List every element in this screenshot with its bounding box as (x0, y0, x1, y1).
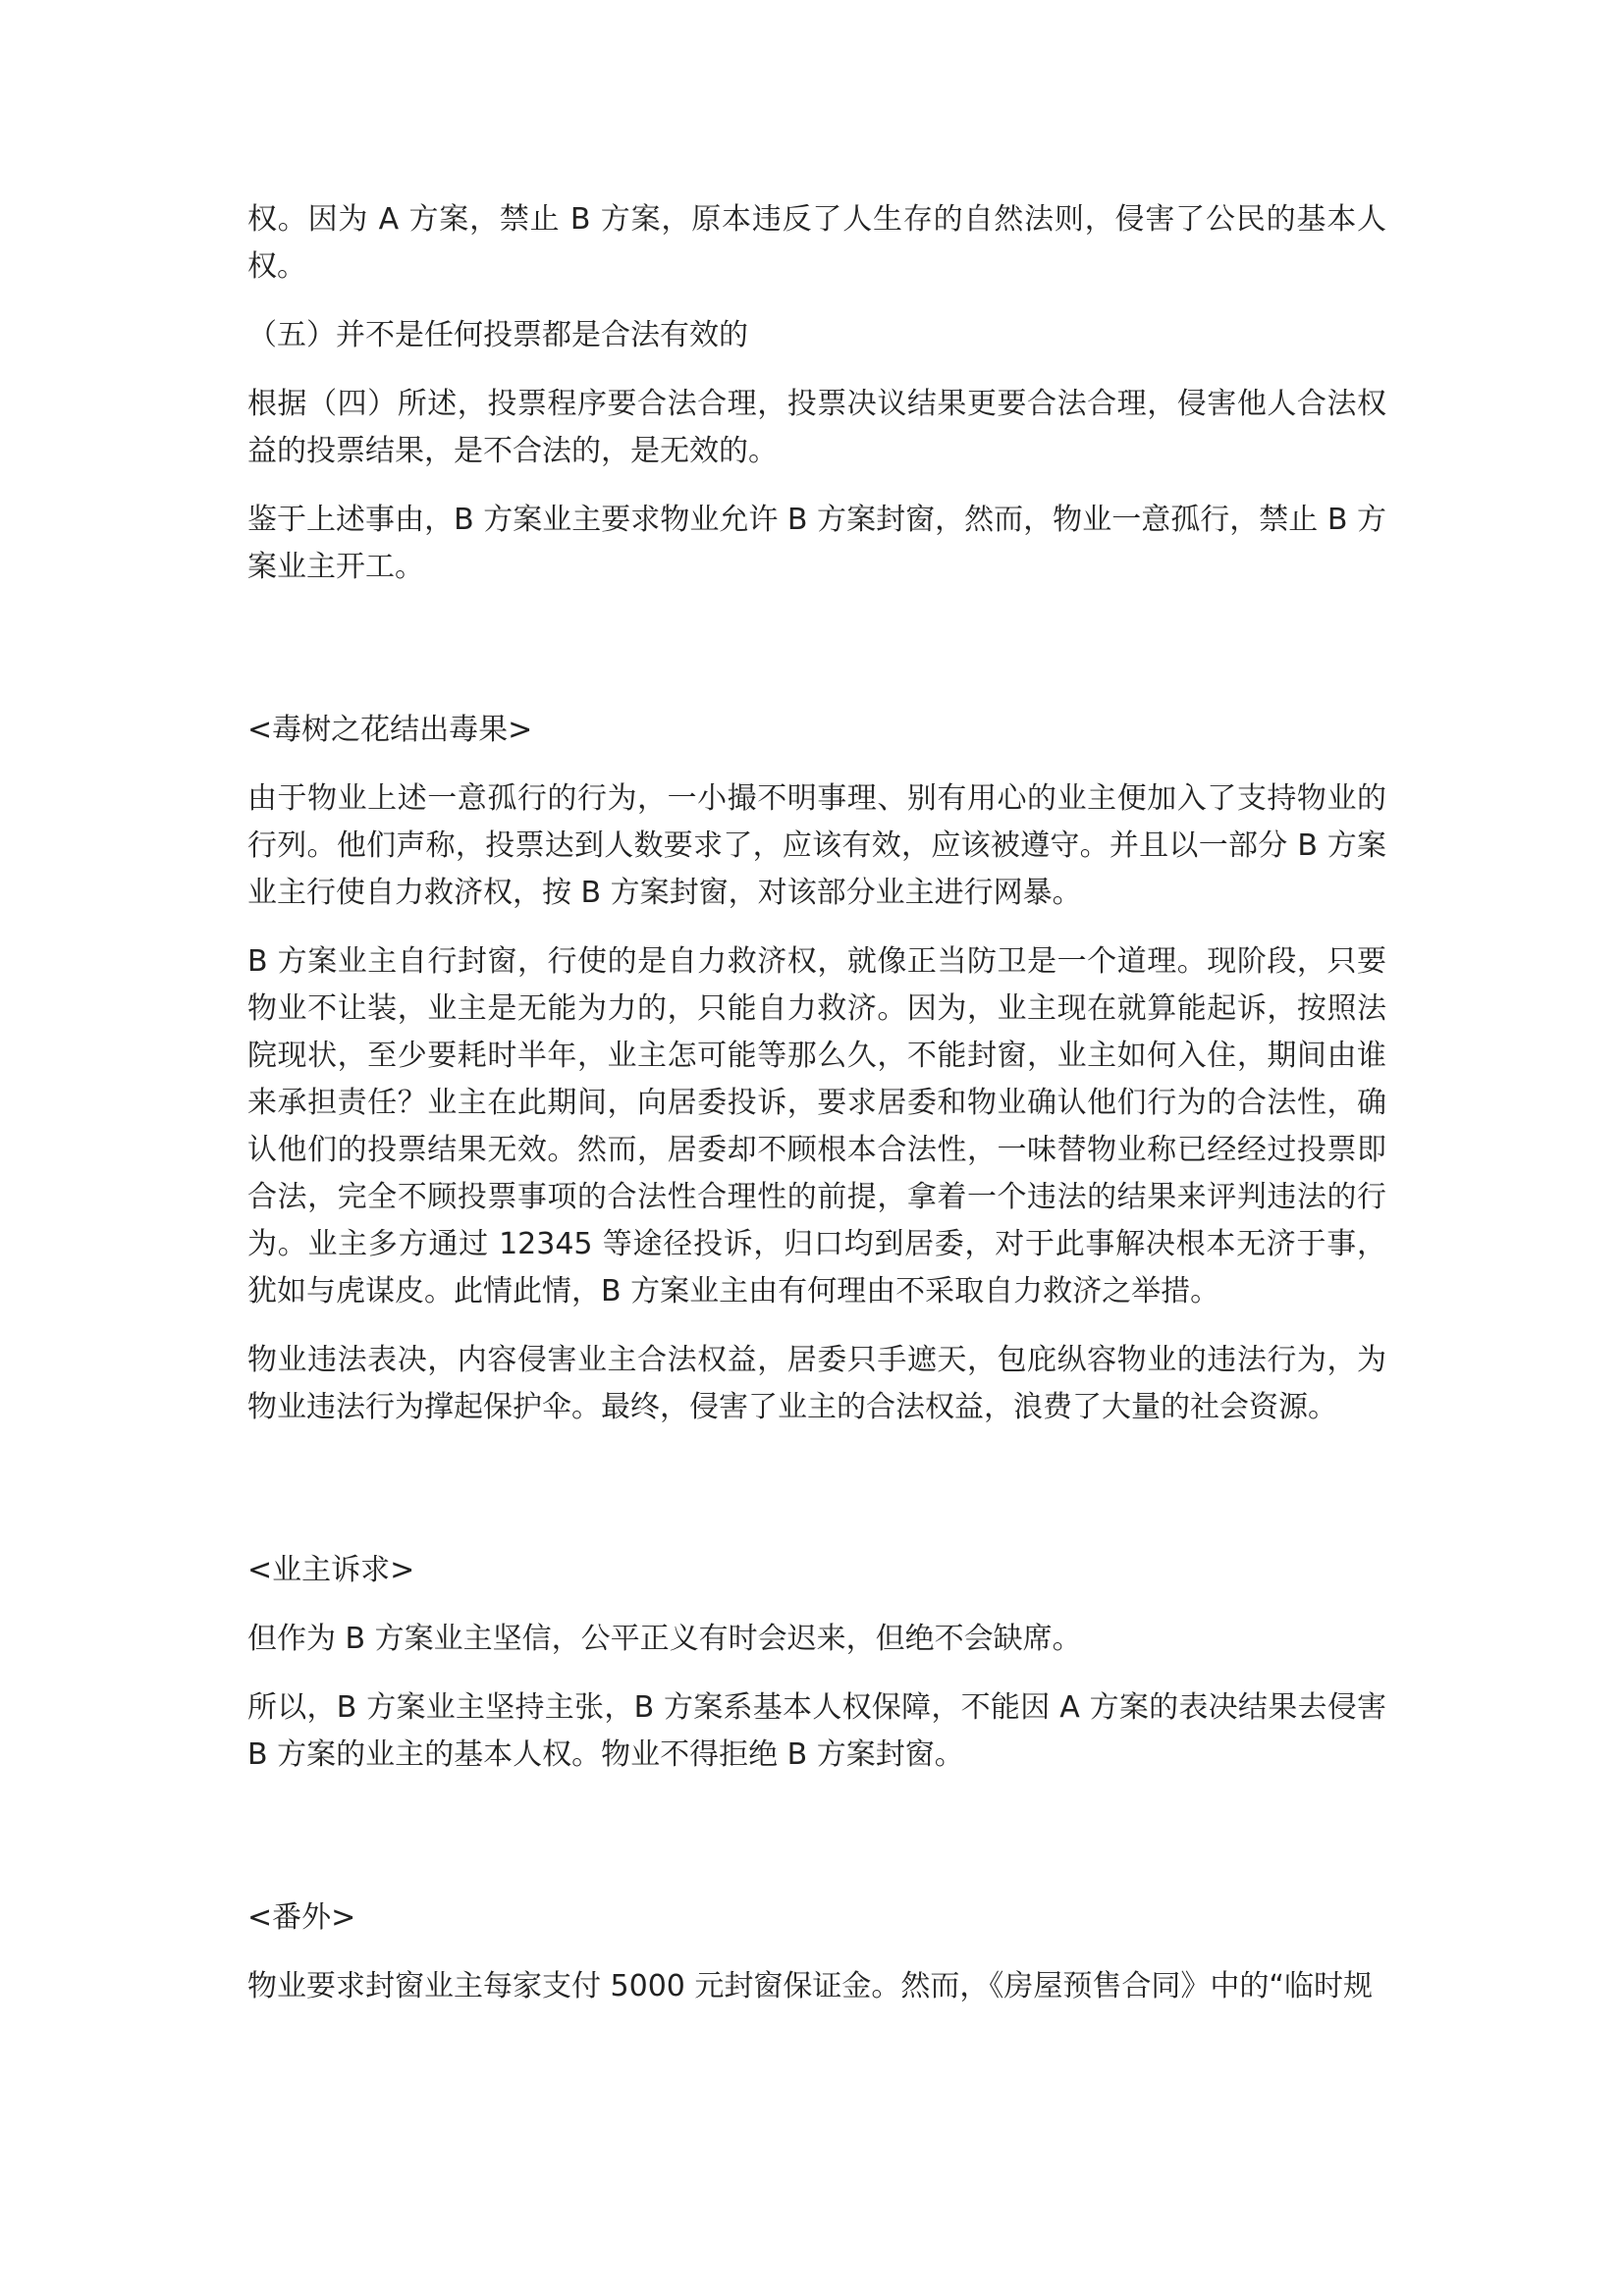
paragraph: 所以，B 方案业主坚持主张，B 方案系基本人权保障，不能因 A 方案的表决结果去侵害 B 方案的业主的基本人权。物业不得拒绝 B 方案封窗。 (247, 1690, 1386, 1772)
paragraph: 权。因为 A 方案，禁止 B 方案，原本违反了人生存的自然法则，侵害了公民的基本人权。 (247, 202, 1386, 284)
paragraph: B 方案业主自行封窗，行使的是自力救济权，就像正当防卫是一个道理。现阶段，只要物业不让装，业主是无能为力的，只能自力救济。因为，业主现在就算能起诉，按照法院现状，至少要耗时半年，业主怎可能等那么久，不能封窗，业主如何入住，期间由谁来承担责任？业主在此期间，向居委投诉，要求居委和物业确认他们行为的合法性，确认他们的投票结果无效。然而，居委却不顾根本合法性，一味替物业称已经经过投票即合法，完全不顾投票事项的合法性合理性的前提，拿着一个违法的结果来评判违法的行为。业主多方通过 12345 等途径投诉，归口均到居委，对于此事解决根本无济于事，犹如与虎谋皮。此情此情，B 方案业主由有何理由不采取自力救济之举措。 (247, 944, 1386, 1308)
paragraph: 物业违法表决，内容侵害业主合法权益，居委只手遮天，包庇纵容物业的违法行为，为物业违法行为撑起保护伞。最终，侵害了业主的合法权益，浪费了大量的社会资源。 (247, 1343, 1386, 1424)
section-title: <番外> (247, 1900, 356, 1935)
section-heading: （五）并不是任何投票都是合法有效的 (247, 318, 748, 352)
paragraph: 根据（四）所述，投票程序要合法合理，投票决议结果更要合法合理，侵害他人合法权益的投票结果，是不合法的，是无效的。 (247, 387, 1386, 468)
paragraph: 物业要求封窗业主每家支付 5000 元封窗保证金。然而，《房屋预售合同》中的“临时规 (247, 1969, 1373, 2003)
section-title: <业主诉求> (247, 1553, 415, 1587)
paragraph: 但作为 B 方案业主坚信，公平正义有时会迟来，但绝不会缺席。 (247, 1622, 1082, 1656)
paragraph: 鉴于上述事由，B 方案业主要求物业允许 B 方案封窗，然而，物业一意孤行，禁止 B 方案业主开工。 (247, 503, 1386, 584)
document-body (247, 196, 1386, 2010)
section-title: <毒树之花结出毒果> (247, 713, 533, 747)
paragraph: 由于物业上述一意孤行的行为，一小撮不明事理、别有用心的业主便加入了支持物业的行列。他们声称，投票达到人数要求了，应该有效，应该被遵守。并且以一部分 B 方案业主行使自力救济权，按 B 方案封窗，对该部分业主进行网暴。 (247, 781, 1386, 910)
